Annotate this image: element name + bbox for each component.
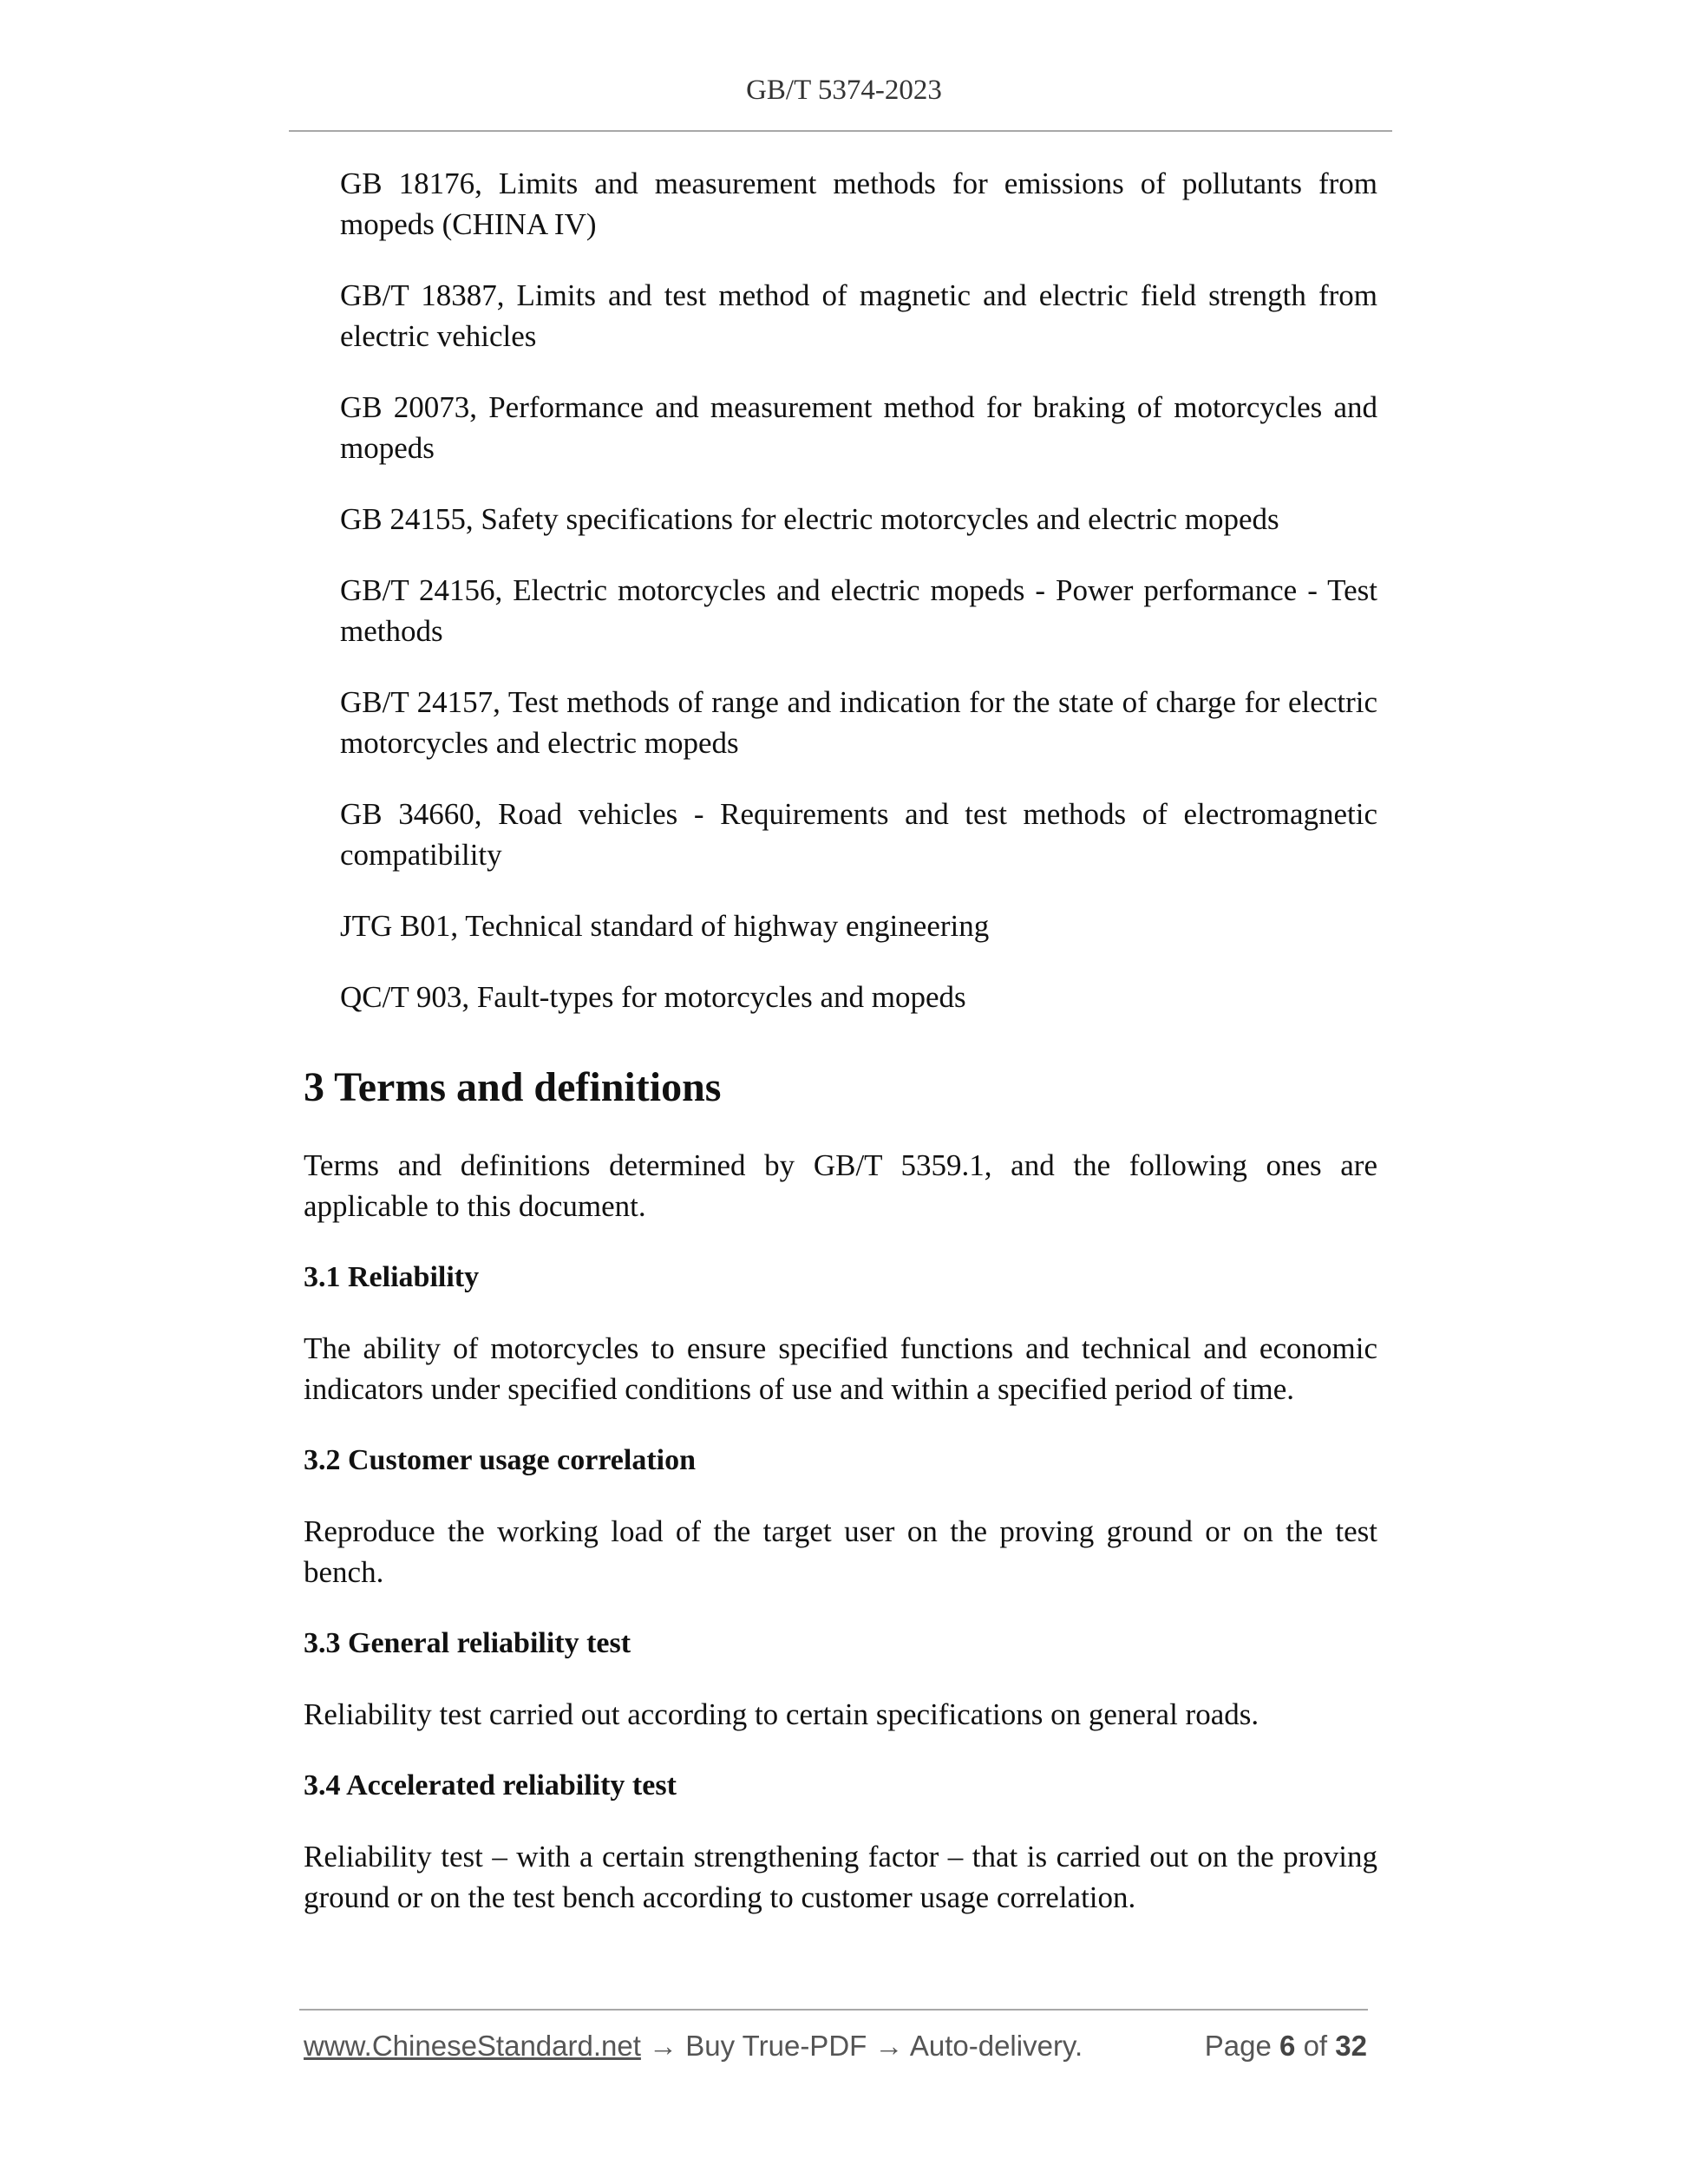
term-definition-customer-usage-correlation: Reproduce the working load of the target user on the proving ground or on the test bench.: [304, 1514, 1377, 1589]
term-definition-general-reliability-test: Reliability test carried out according to certain specifications on general roads.: [304, 1697, 1259, 1731]
auto-delivery-text: Auto-delivery.: [909, 2030, 1083, 2062]
term-heading-customer-usage-correlation: 3.2 Customer usage correlation: [304, 1444, 697, 1476]
term-heading-reliability: 3.1 Reliability: [304, 1261, 480, 1293]
arrow-right-icon: →: [874, 2030, 904, 2062]
section-title: 3 Terms and definitions: [304, 1064, 722, 1110]
reference-item: JTG B01, Technical standard of highway engineering: [340, 909, 990, 943]
current-page-number: 6: [1279, 2030, 1296, 2062]
reference-item: GB 20073, Performance and measurement method for braking of motorcycles and mopeds: [340, 390, 1377, 465]
of-label: of: [1303, 2030, 1328, 2062]
reference-item: GB/T 18387, Limits and test method of magnetic and electric field strength from electric vehicles: [340, 278, 1377, 353]
normative-references-list: [340, 163, 1377, 1048]
reference-item: GB 34660, Road vehicles - Requirements and test methods of electromagnetic compatibility: [340, 797, 1377, 872]
reference-item: GB/T 24157, Test methods of range and indication for the state of charge for electric motorcycles and electric mopeds: [340, 685, 1377, 760]
page-header: GB/T 5374-2023: [746, 75, 942, 106]
footer-promo: [304, 2030, 1083, 2063]
page-number: [1205, 2030, 1367, 2063]
reference-item: GB 18176, Limits and measurement methods for emissions of pollutants from mopeds (CHINA IV): [340, 167, 1377, 241]
section-intro: Terms and definitions determined by GB/T 5359.1, and the following ones are applicable to this document.: [304, 1148, 1377, 1223]
website-link[interactable]: www.ChineseStandard.net: [304, 2030, 641, 2062]
arrow-right-icon: →: [649, 2030, 678, 2062]
term-heading-general-reliability-test: 3.3 General reliability test: [304, 1627, 631, 1659]
header-divider: [289, 130, 1392, 132]
page-label: Page: [1204, 2030, 1272, 2062]
term-heading-accelerated-reliability-test: 3.4 Accelerated reliability test: [304, 1769, 677, 1801]
term-definition-reliability: The ability of motorcycles to ensure specified functions and technical and economic indicators under specified conditions of use and within a specified period of time.: [304, 1331, 1377, 1406]
buy-pdf-text: Buy True-PDF: [685, 2030, 867, 2062]
total-page-count: 32: [1335, 2030, 1367, 2062]
page-footer: [304, 2030, 1367, 2066]
reference-item: GB/T 24156, Electric motorcycles and electric mopeds - Power performance - Test methods: [340, 573, 1377, 648]
footer-divider: [299, 2009, 1368, 2011]
reference-item: GB 24155, Safety specifications for electric motorcycles and electric mopeds: [340, 502, 1279, 536]
terms-section: [304, 1062, 1377, 1918]
term-definition-accelerated-reliability-test: Reliability test – with a certain strengthening factor – that is carried out on the proving ground or on the test bench according to customer usage correlation.: [304, 1840, 1377, 1914]
reference-item: QC/T 903, Fault-types for motorcycles and mopeds: [340, 980, 966, 1014]
